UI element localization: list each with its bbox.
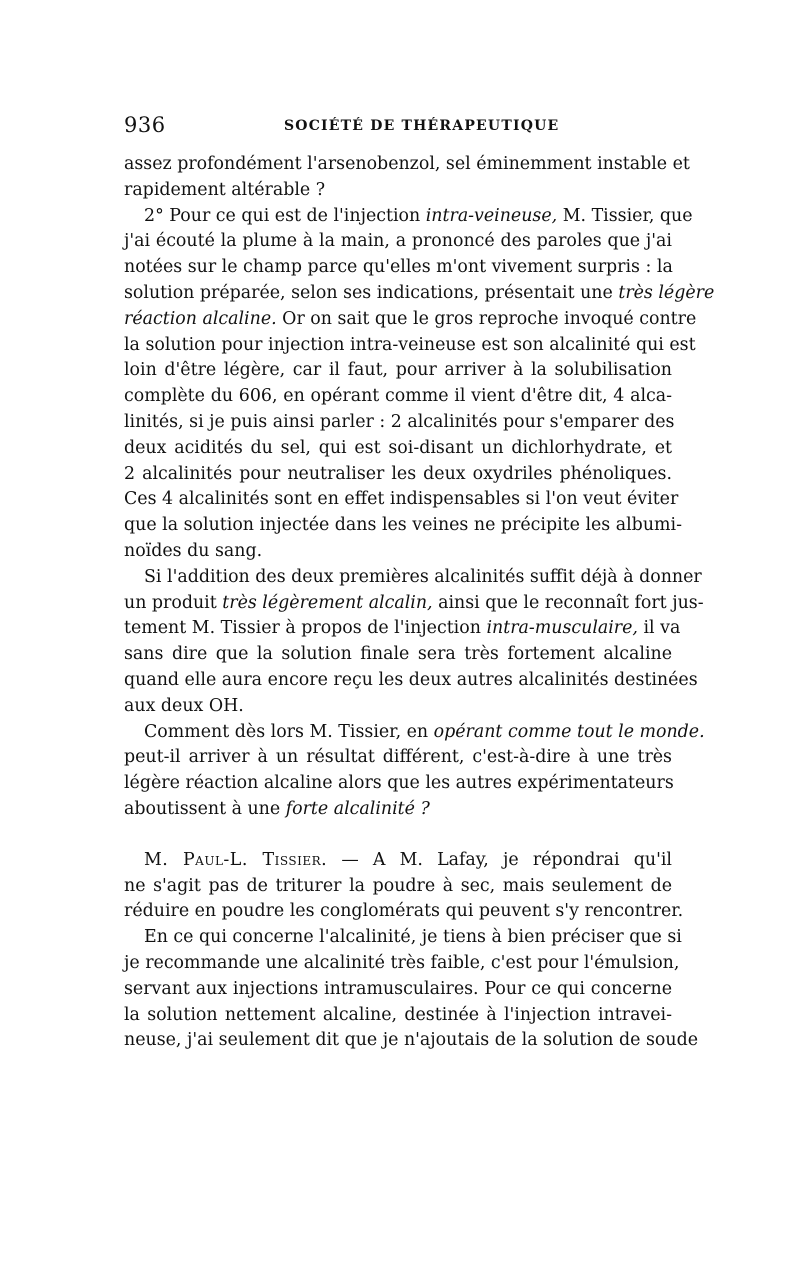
text-line	[124, 539, 672, 565]
paragraph	[124, 848, 684, 925]
paragraph	[124, 925, 699, 1054]
text-run: la solution pour injection intra-veineuse est son alcalinité qui est	[124, 334, 696, 355]
paragraph	[124, 720, 705, 823]
text-line	[124, 358, 672, 384]
text-run: Comment dès lors M. Tissier, en	[144, 721, 434, 742]
text-line	[124, 1003, 672, 1029]
text-run: Si l'addition des deux premières alcalinités suffit déjà à donner	[144, 566, 702, 587]
text-run: Ces 4 alcalinités sont en effet indispensables si l'on veut éviter	[124, 489, 679, 510]
text-line	[124, 951, 680, 977]
text-line	[124, 925, 682, 951]
text-run: j'ai écouté la plume à la main, a prononcé des paroles que j'ai	[124, 231, 672, 252]
text-line	[124, 307, 697, 333]
text-run: que la solution injectée dans les veines ne précipite les albumi-	[124, 515, 682, 536]
italic-text: très légère	[618, 282, 715, 303]
page-number: 936	[124, 113, 166, 137]
italic-text: intra-veineuse,	[425, 205, 558, 226]
text-run: peut-il arriver à un résultat différent, c'est-à-dire à une très	[124, 747, 672, 768]
text-line	[124, 874, 672, 900]
text-run: assez profondément l'arsenobenzol, sel éminemment instable et	[124, 154, 690, 174]
text-run: aux deux OH.	[124, 695, 244, 716]
text-run: linités, si je puis ainsi parler : 2 alcalinités pour s'emparer des	[124, 411, 675, 432]
text-run: notées sur le champ parce qu'elles m'ont vivement surpris : la	[124, 257, 673, 278]
text-line	[124, 899, 684, 925]
text-line	[124, 848, 672, 874]
body-text	[124, 152, 715, 1054]
text-line	[124, 178, 672, 204]
text-line	[124, 591, 704, 617]
text-line	[124, 384, 672, 410]
text-line	[124, 462, 672, 488]
text-run: neuse, j'ai seulement dit que je n'ajoutais de la solution de soude	[124, 1030, 699, 1051]
text-run: complète du 606, en opérant comme il vient d'être dit, 4 alca-	[124, 386, 672, 407]
text-run: noïdes du sang.	[124, 540, 263, 561]
text-run: légère réaction alcaline alors que les autres expérimentateurs	[124, 773, 674, 794]
text-run: deux acidités du sel, qui est soi-disant un dichlorhydrate, et	[124, 437, 672, 458]
text-line	[124, 616, 681, 642]
text-line	[124, 204, 693, 230]
text-run: un produit	[124, 592, 223, 613]
speaker-name: M. Paul-L. Tissier.	[144, 849, 328, 870]
text-run: 2° Pour ce qui est de l'injection	[144, 205, 426, 226]
text-line	[124, 565, 702, 591]
italic-text: opérant comme tout le monde.	[433, 721, 705, 742]
text-run: solution préparée, selon ses indications, présentait une	[124, 282, 619, 303]
text-run: tement M. Tissier à propos de l'injection	[124, 618, 487, 639]
text-line	[124, 436, 672, 462]
text-line	[124, 487, 679, 513]
text-run: M. Tissier, que	[557, 205, 693, 226]
text-line	[124, 255, 672, 281]
section-gap	[124, 823, 672, 848]
text-run: ainsi que le reconnaît fort jus-	[432, 592, 704, 613]
text-line	[124, 1028, 699, 1054]
text-run: aboutissent à une	[124, 798, 286, 819]
text-line	[124, 745, 672, 771]
paragraph	[124, 204, 715, 565]
text-run: réduire en poudre les conglomérats qui peuvent s'y rencontrer.	[124, 901, 684, 922]
paragraph	[124, 565, 704, 720]
italic-text: réaction alcaline.	[124, 308, 277, 329]
text-run: 2 alcalinités pour neutraliser les deux oxydriles phénoliques.	[124, 463, 672, 484]
running-title: SOCIÉTÉ DE THÉRAPEUTIQUE	[284, 118, 560, 134]
italic-text: intra-musculaire,	[486, 618, 638, 639]
text-run: — A M. Lafay, je répondrai qu'il	[327, 849, 672, 870]
italic-text: forte alcalinité ?	[285, 798, 430, 819]
paragraph	[124, 152, 690, 204]
text-run: ne s'agit pas de triturer la poudre à sec, mais seulement de	[124, 875, 672, 896]
text-run: servant aux injections intramusculaires. Pour ce qui concerne	[124, 978, 672, 999]
text-run: il va	[637, 618, 681, 639]
text-line	[124, 410, 675, 436]
text-line	[124, 720, 705, 746]
text-line	[124, 642, 672, 668]
text-line	[124, 333, 696, 359]
text-run: je recommande une alcalinité très faible, c'est pour l'émulsion,	[124, 952, 680, 973]
text-line	[124, 797, 672, 823]
text-run: loin d'être légère, car il faut, pour arriver à la solubilisation	[124, 360, 672, 381]
text-line	[124, 771, 672, 797]
text-run: sans dire que la solution finale sera très fortement alcaline	[124, 644, 672, 665]
italic-text: très légèrement alcalin,	[222, 592, 433, 613]
text-run: En ce qui concerne l'alcalinité, je tiens à bien préciser que si	[144, 927, 682, 948]
text-line	[124, 694, 672, 720]
text-run: quand elle aura encore reçu les deux autres alcalinités destinées	[124, 669, 698, 690]
text-run: rapidement altérable ?	[124, 179, 326, 200]
text-run: Or on sait que le gros reproche invoqué contre	[276, 308, 697, 329]
text-line	[124, 152, 690, 178]
text-line	[124, 668, 698, 694]
page-header	[124, 113, 672, 143]
text-line	[124, 281, 715, 307]
text-line	[124, 513, 682, 539]
text-run: la solution nettement alcaline, destinée à l'injection intravei-	[124, 1004, 672, 1025]
text-line	[124, 977, 672, 1003]
text-line	[124, 229, 672, 255]
